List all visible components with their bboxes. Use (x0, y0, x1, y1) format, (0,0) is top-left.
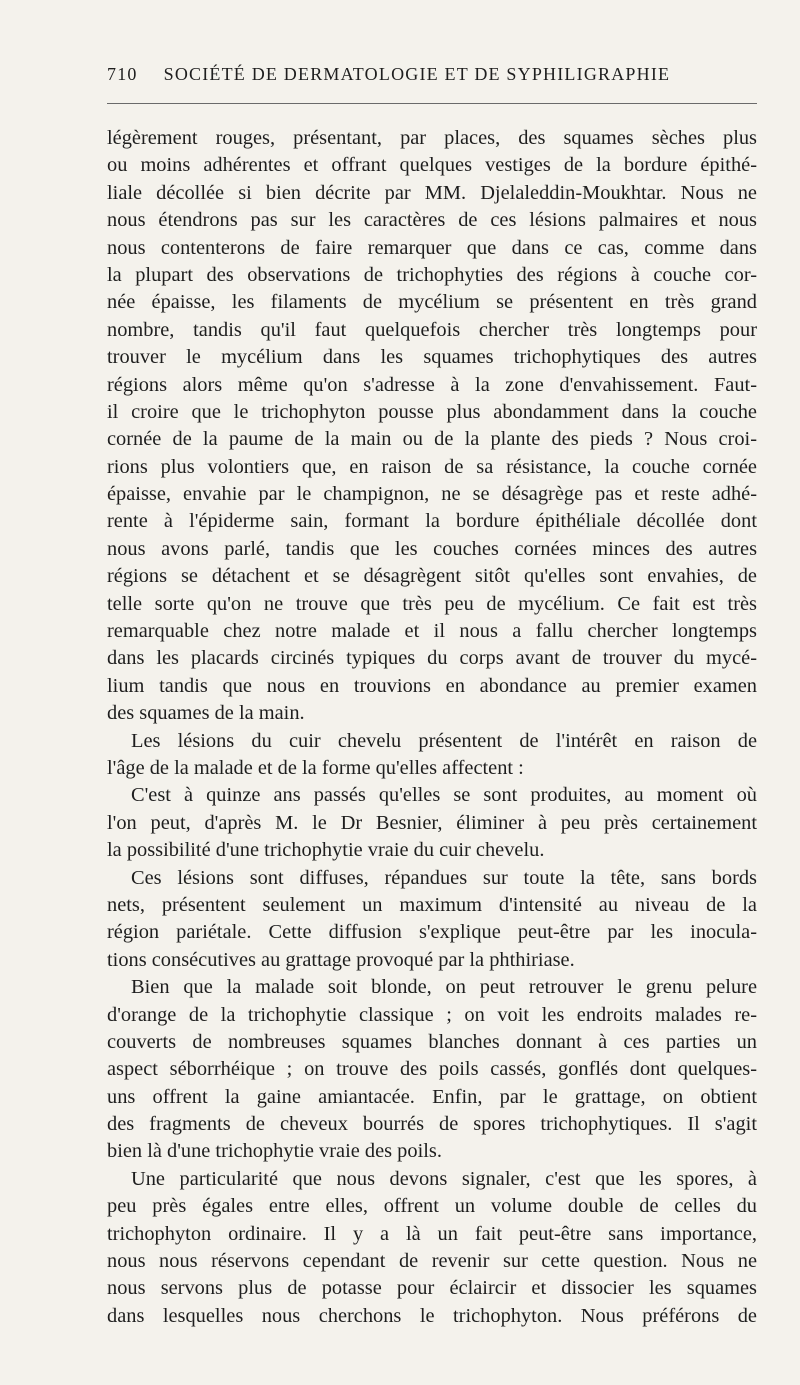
running-title: SOCIÉTÉ DE DERMATOLOGIE ET DE SYPHILIGRAPHIE (163, 64, 671, 84)
text-line: la possibilité d'une trichophytie vraie du cuir chevelu. (107, 839, 545, 862)
text-line: couverts de nombreuses squames blanches donnant à ces parties un (107, 1030, 757, 1053)
text-line: lium tandis que nous en trouvions en abondance au premier examen (107, 674, 757, 697)
text-line: née épaisse, les filaments de mycélium se présentent en très grand (107, 291, 757, 314)
text-line: bien là d'une trichophytie vraie des poils. (107, 1140, 442, 1163)
text-line: régions alors même qu'on s'adresse à la zone d'envahissement. Faut- (107, 373, 757, 396)
text-line: ou moins adhérentes et offrant quelques vestiges de la bordure épithé- (107, 154, 757, 177)
text-line: remarquable chez notre malade et il nous a fallu chercher longtemps (107, 620, 757, 643)
text-line: épaisse, envahie par le champignon, ne se désagrège pas et reste adhé- (107, 483, 757, 506)
page-number: 710 (107, 64, 138, 84)
text-line: la plupart des observations de trichophyties des régions à couche cor- (107, 263, 757, 286)
text-line: peu près égales entre elles, offrent un volume double de celles du (107, 1195, 757, 1218)
text-line: région pariétale. Cette diffusion s'explique peut-être par les inocula- (107, 921, 757, 944)
text-line: aspect séborrhéique ; on trouve des poils cassés, gonflés dont quelques- (107, 1058, 757, 1081)
text-line: d'orange de la trichophytie classique ; on voit les endroits malades re- (107, 1003, 757, 1026)
text-line: nombre, tandis qu'il faut quelquefois chercher très longtemps pour (107, 318, 757, 341)
text-line: nets, présentent seulement un maximum d'intensité au niveau de la (107, 893, 757, 916)
running-header (107, 64, 757, 85)
text-line: l'âge de la malade et de la forme qu'elles affectent : (107, 756, 524, 779)
text-line: l'on peut, d'après M. le Dr Besnier, éliminer à peu près certainement (107, 811, 757, 834)
text-line: dans les placards circinés typiques du corps avant de trouver du mycé- (107, 647, 757, 670)
text-line: rente à l'épiderme sain, formant la bordure épithéliale décollée dont (107, 510, 757, 533)
text-line: Ces lésions sont diffuses, répandues sur toute la tête, sans bords (131, 866, 757, 889)
text-line: des squames de la main. (107, 702, 305, 725)
text-line: nous avons parlé, tandis que les couches cornées minces des autres (107, 537, 757, 560)
text-line: trouver le mycélium dans les squames trichophytiques des autres (107, 346, 757, 369)
text-line: nous étendrons pas sur les caractères de ces lésions palmaires et nous (107, 209, 757, 232)
text-line: dans lesquelles nous cherchons le trichophyton. Nous préférons de (107, 1304, 757, 1327)
text-line: tions consécutives au grattage provoqué par la phthiriase. (107, 948, 575, 971)
text-line: légèrement rouges, présentant, par places, des squames sèches plus (107, 127, 757, 149)
text-line: nous servons plus de potasse pour éclaircir et dissocier les squames (107, 1277, 757, 1300)
text-line: rions plus volontiers que, en raison de sa résistance, la couche cornée (107, 455, 757, 478)
text-line: régions se détachent et se désagrègent sitôt qu'elles sont envahies, de (107, 565, 757, 588)
text-line: nous contenterons de faire remarquer que dans ce cas, comme dans (107, 236, 757, 259)
text-line: des fragments de cheveux bourrés de spores trichophytiques. Il s'agit (107, 1113, 757, 1136)
text-line: Les lésions du cuir chevelu présentent de l'intérêt en raison de (131, 729, 757, 752)
text-line: trichophyton ordinaire. Il y a là un fait peut-être sans importance, (107, 1222, 757, 1245)
text-line: C'est à quinze ans passés qu'elles se sont produites, au moment où (131, 784, 757, 807)
text-line: telle sorte qu'on ne trouve que très peu de mycélium. Ce fait est très (107, 592, 757, 615)
text-line: nous nous réservons cependant de revenir sur cette question. Nous ne (107, 1250, 757, 1273)
text-line: Une particularité que nous devons signaler, c'est que les spores, à (131, 1167, 757, 1190)
text-line: cornée de la paume de la main ou de la plante des pieds ? Nous croi- (107, 428, 757, 451)
text-line: liale décollée si bien décrite par MM. Djelaleddin-Moukhtar. Nous ne (107, 181, 757, 204)
text-line: Bien que la malade soit blonde, on peut retrouver le grenu pelure (131, 976, 757, 999)
text-line: uns offrent la gaine amiantacée. Enfin, par le grattage, on obtient (107, 1085, 757, 1108)
text-line: il croire que le trichophyton pousse plus abondamment dans la couche (107, 400, 757, 423)
body-text (107, 125, 757, 1330)
header-rule (107, 103, 757, 104)
